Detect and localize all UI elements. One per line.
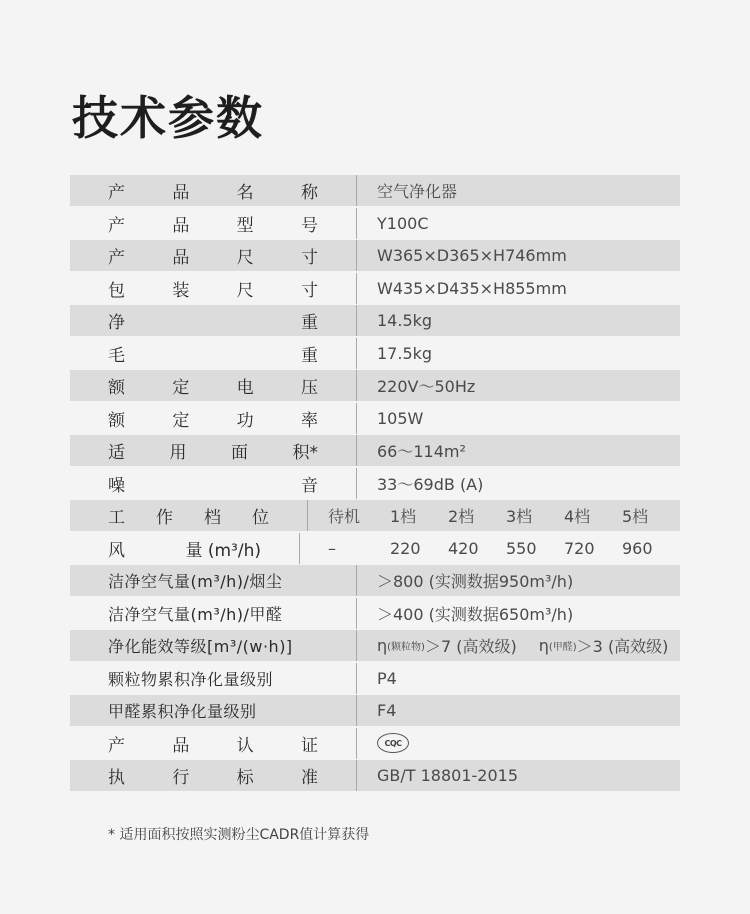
row-label [70, 175, 357, 206]
table-row [70, 500, 680, 531]
label-char: 产 [108, 215, 125, 236]
row-value: W365×D365×H746mm [377, 246, 567, 265]
label-char: 行 [172, 768, 190, 788]
airflow-cell: 420 [448, 538, 479, 558]
table-row [70, 565, 680, 596]
label-char: 积* [292, 443, 318, 463]
row-label: 净化能效等级[m³/(w·h)] [70, 630, 357, 661]
table-row [70, 435, 680, 466]
row-label [70, 305, 357, 336]
label-char: 功 [236, 410, 254, 431]
table-row [70, 305, 680, 336]
label-char: 额 [108, 378, 125, 398]
row-value: Y100C [377, 213, 429, 233]
table-row [70, 760, 680, 791]
label-char: 净 [108, 313, 125, 333]
label-char: 风 [108, 540, 125, 561]
label-char: 型 [236, 215, 254, 236]
row-label [70, 760, 357, 791]
label-char: 品 [172, 215, 190, 236]
label-char: 产 [108, 735, 125, 756]
row-label [70, 273, 357, 304]
row-label [70, 533, 300, 564]
efficiency-value: ＞7 (高效级) [424, 637, 517, 656]
label-char: 产 [108, 183, 125, 203]
page-title: 技术参数 [72, 91, 264, 145]
row-label: 洁净空气量(m³/h)/甲醛 [70, 598, 357, 629]
table-row [70, 695, 680, 726]
label-char: 品 [172, 183, 190, 203]
footnote: * 适用面积按照实测粉尘CADR值计算获得 [108, 827, 370, 843]
table-row [70, 175, 680, 206]
airflow-cell: – [328, 538, 336, 558]
subscript-label: (颗粒物) [387, 642, 425, 653]
table-row [70, 208, 680, 239]
row-label [70, 240, 357, 271]
cqc-certification-icon: CQC [377, 733, 409, 753]
row-value: W435×D435×H855mm [377, 278, 567, 298]
label-char: 量 (m³/h) [185, 540, 261, 561]
table-row [70, 663, 680, 694]
row-value: ＞400 (实测数据650m³/h) [377, 604, 574, 624]
table-row [70, 630, 680, 661]
table-row [70, 338, 680, 369]
label-char: 作 [156, 508, 173, 528]
table-row [70, 728, 680, 759]
table-row [70, 598, 680, 629]
label-char: 认 [236, 735, 254, 756]
label-char: 额 [108, 410, 125, 431]
label-char: 寸 [300, 280, 318, 301]
label-char: 标 [236, 768, 254, 788]
gear-cell: 4档 [564, 507, 591, 526]
row-label: 洁净空气量(m³/h)/烟尘 [70, 565, 357, 596]
label-char: 称 [300, 183, 318, 203]
label-char: 品 [172, 248, 190, 268]
row-label [70, 728, 357, 759]
table-row [70, 240, 680, 271]
row-label [70, 370, 357, 401]
efficiency-value: ＞3 (高效级) [576, 637, 669, 656]
row-value: 66～114m² [377, 442, 466, 461]
airflow-cell: 720 [564, 538, 595, 558]
label-char: 证 [300, 735, 318, 756]
gear-cell: 1档 [390, 507, 417, 526]
row-value: 14.5kg [377, 311, 433, 330]
subscript-label: (甲醛) [548, 642, 577, 653]
label-char: 重 [301, 345, 318, 366]
row-label [70, 338, 357, 369]
row-label [70, 208, 357, 239]
label-char: 毛 [108, 345, 125, 366]
label-char: 工 [108, 508, 125, 528]
label-char: 用 [169, 443, 187, 463]
airflow-cell: 960 [622, 538, 653, 558]
airflow-cell: 550 [506, 538, 537, 558]
row-label [70, 403, 357, 434]
label-char: 寸 [300, 248, 318, 268]
label-char: 重 [301, 313, 318, 333]
eta-symbol: η [538, 636, 549, 655]
row-value [308, 504, 680, 527]
gear-cell: 待机 [328, 507, 361, 526]
airflow-cell: 220 [390, 538, 421, 558]
label-char: 定 [172, 378, 190, 398]
label-char: 执 [108, 768, 125, 788]
table-row [70, 370, 680, 401]
label-char: 装 [172, 280, 190, 301]
gear-cell: 5档 [622, 507, 649, 526]
row-value: 33～69dB (A) [377, 474, 484, 494]
gear-cell: 3档 [506, 507, 533, 526]
label-char: 档 [204, 508, 221, 528]
row-value: F4 [377, 701, 397, 720]
table-row [70, 403, 680, 434]
label-char: 号 [300, 215, 318, 236]
spec-table [70, 175, 680, 793]
row-value [357, 634, 680, 657]
label-char: 音 [301, 475, 318, 496]
label-char: 位 [252, 508, 269, 528]
row-label [70, 500, 308, 531]
row-value: GB/T 18801-2015 [377, 766, 519, 785]
row-label: 甲醛累积净化量级别 [70, 695, 357, 726]
label-char: 尺 [236, 248, 254, 268]
row-value: 17.5kg [377, 343, 433, 363]
row-label [70, 435, 357, 466]
label-char: 尺 [236, 280, 254, 301]
row-value [357, 733, 680, 753]
label-char: 率 [300, 410, 318, 431]
label-char: 产 [108, 248, 125, 268]
row-value: 105W [377, 408, 424, 428]
gear-cell: 2档 [448, 507, 475, 526]
row-label [70, 468, 357, 499]
table-row [70, 273, 680, 304]
row-value: P4 [377, 668, 397, 688]
label-char: 定 [172, 410, 190, 431]
label-char: 包 [108, 280, 125, 301]
label-char: 电 [236, 378, 254, 398]
row-value: ＞800 (实测数据950m³/h) [377, 572, 574, 591]
row-value [300, 539, 680, 558]
table-row [70, 468, 680, 499]
row-label: 颗粒物累积净化量级别 [70, 663, 357, 694]
label-char: 准 [300, 768, 318, 788]
label-char: 适 [108, 443, 125, 463]
row-value: 220V～50Hz [377, 377, 476, 396]
eta-symbol: η [377, 636, 388, 655]
row-value: 空气净化器 [377, 182, 458, 201]
table-row [70, 533, 680, 564]
label-char: 面 [231, 443, 248, 463]
label-char: 品 [172, 735, 190, 756]
label-char: 压 [300, 378, 318, 398]
label-char: 名 [236, 183, 254, 203]
label-char: 噪 [108, 475, 125, 496]
